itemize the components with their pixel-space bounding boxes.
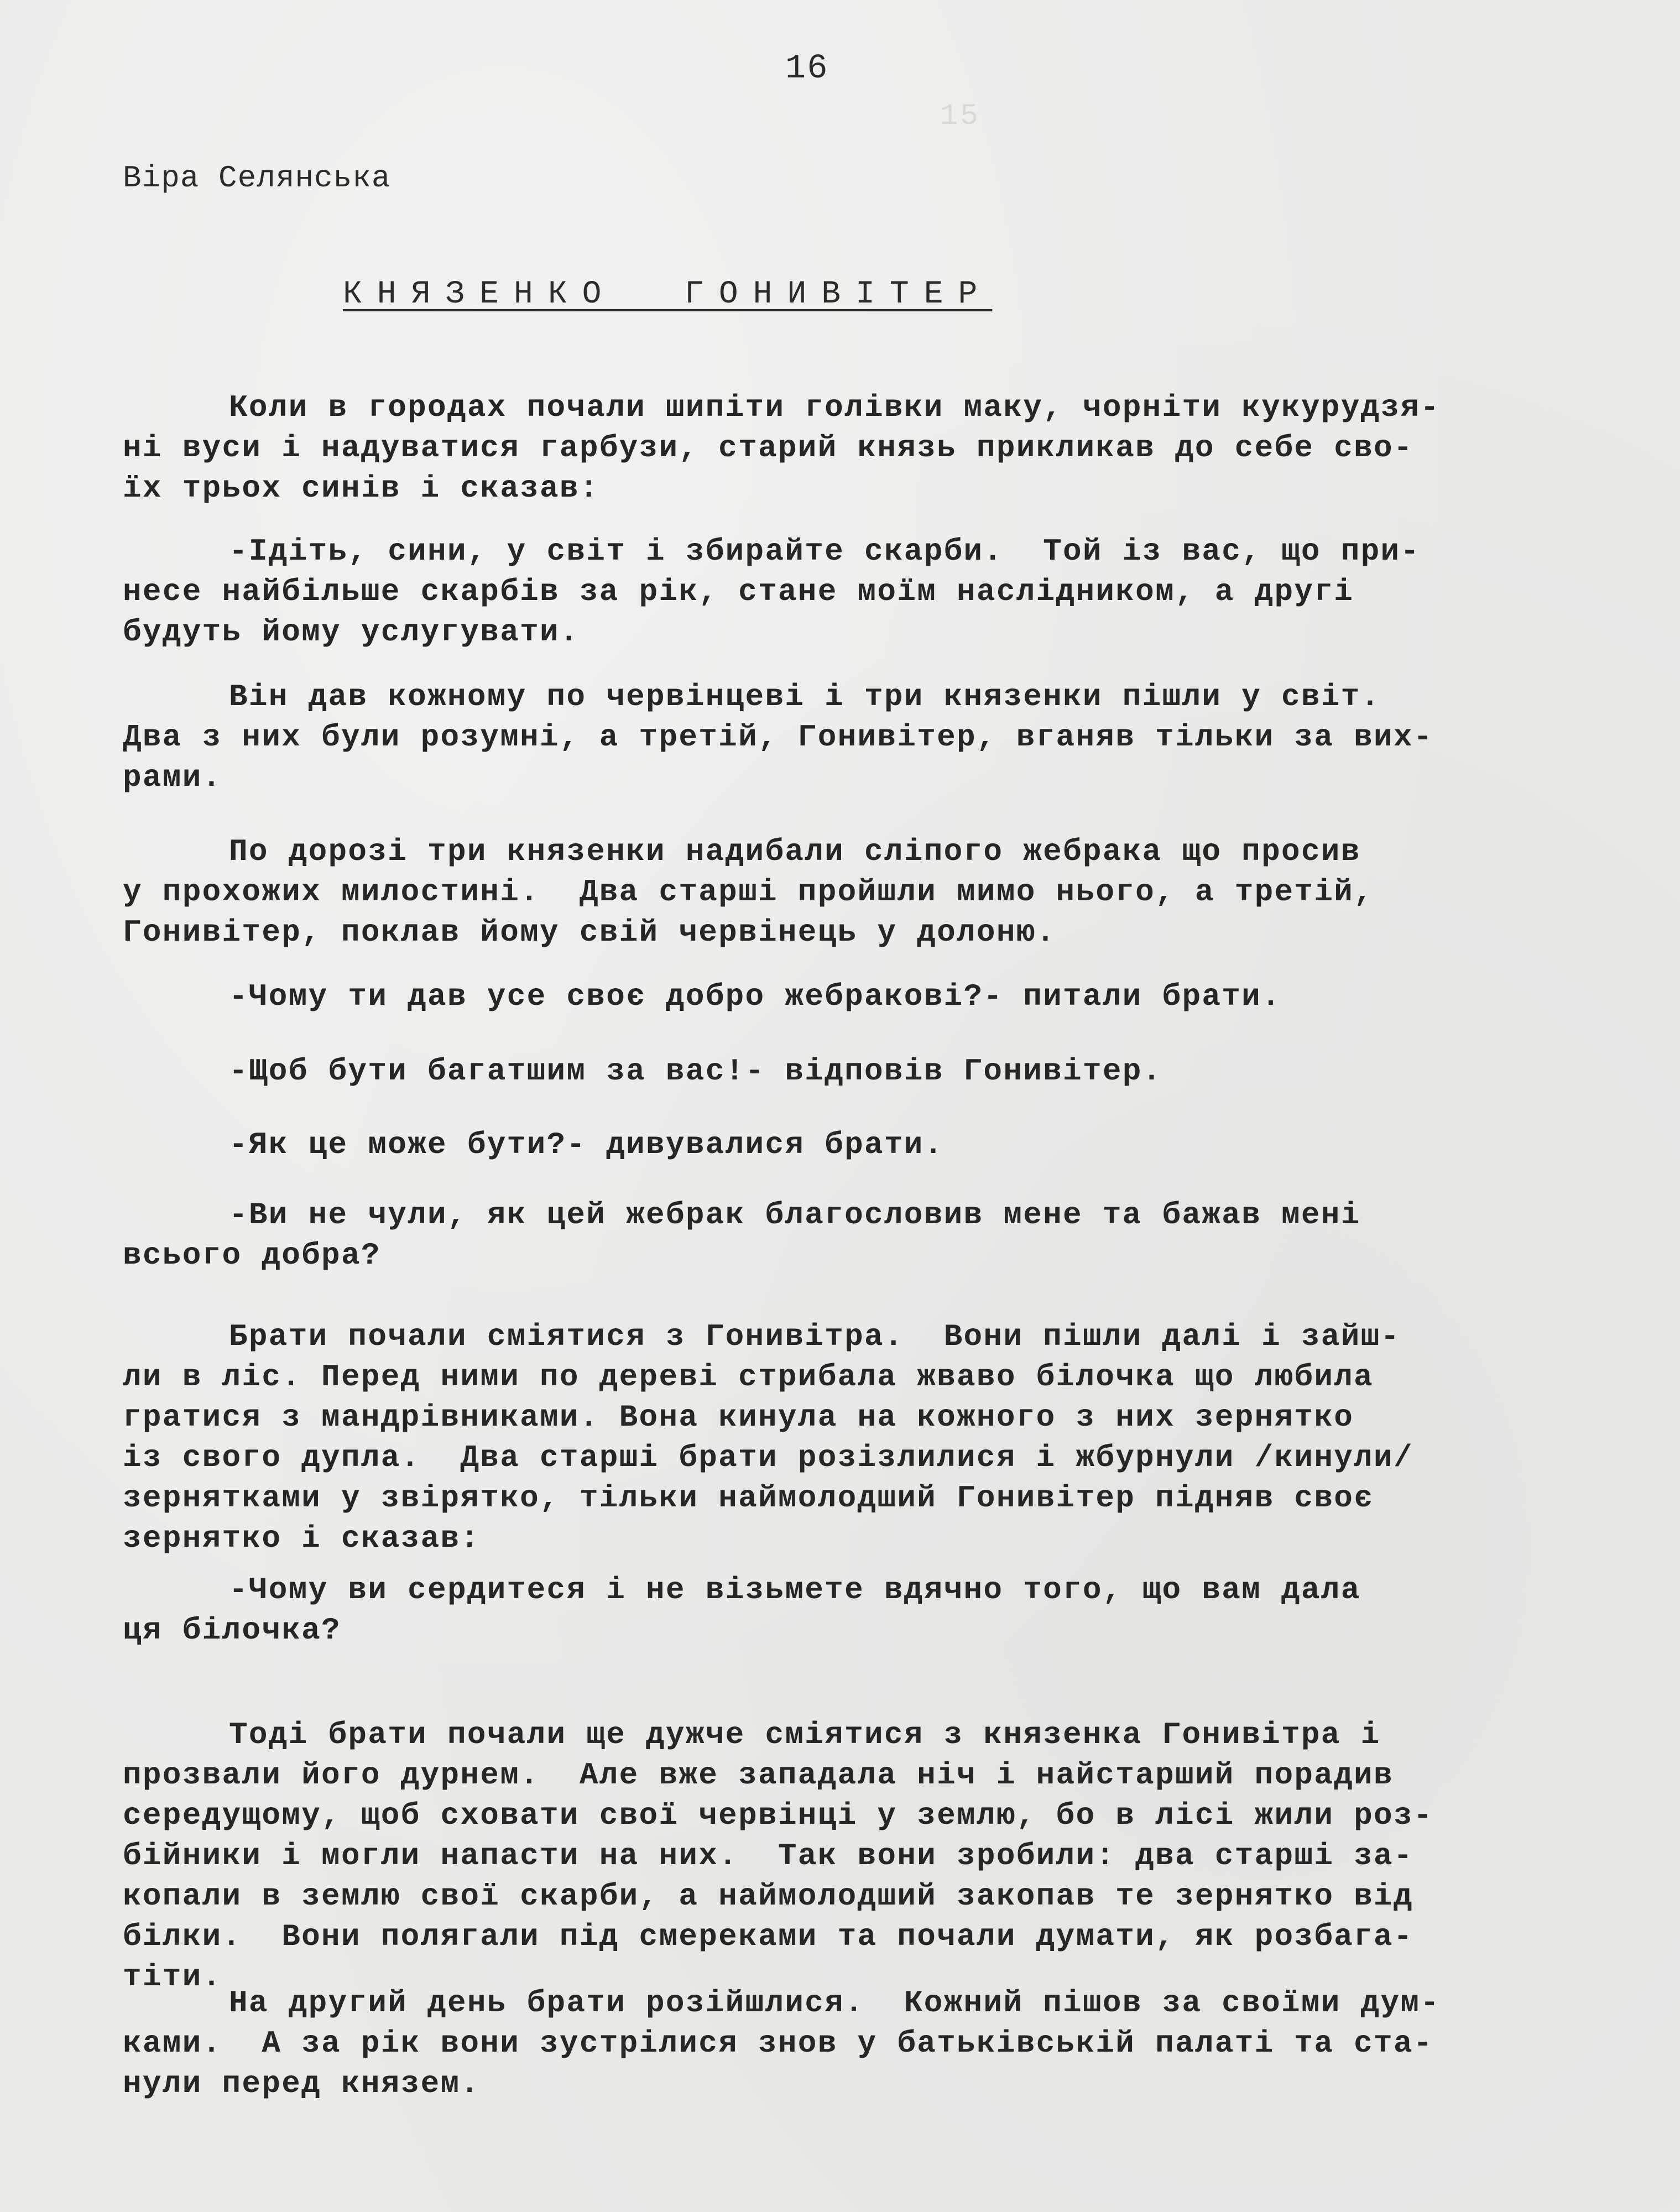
- text-line: бійники і могли напасти на них. Так вони зробили: два старші за-: [123, 1838, 1413, 1874]
- story-title: КНЯЗЕНКО ГОНИВІТЕР: [343, 276, 993, 312]
- text-line: -Як це може бути?- дивувалися брати.: [229, 1127, 944, 1162]
- text-line: ні вуси і надуватися гарбузи, старий князь прикликав до себе сво-: [123, 430, 1413, 466]
- text-line: -Ви не чули, як цей жебрак благословив мене та бажав мені: [229, 1197, 1361, 1233]
- text-line: всього добра?: [123, 1238, 381, 1273]
- text-line: із свого дупла. Два старші брати розізлилися і жбурнули /кинули/: [123, 1440, 1413, 1475]
- text-line: -Чому ви сердитеся і не візьмете вдячно того, що вам дала: [229, 1572, 1361, 1608]
- text-line: гратися з мандрівниками. Вона кинула на кожного з них зернятко: [123, 1400, 1354, 1435]
- text-line: Тоді брати почали ще дужче сміятися з князенка Гонивітра і: [229, 1717, 1381, 1752]
- page-number: 16: [785, 49, 829, 88]
- text-line: рами.: [123, 760, 222, 795]
- text-line: На другий день брати розійшлися. Кожний пішов за своїми дум-: [229, 1985, 1441, 2021]
- text-line: Два з них були розумні, а третій, Гонивітер, вганяв тільки за вих-: [123, 719, 1433, 755]
- text-line: -Чому ти дав усе своє добро жебракові?- питали брати.: [229, 979, 1281, 1014]
- text-line: білки. Вони полягали під смереками та почали думати, як розбага-: [123, 1919, 1413, 1954]
- author-name: Віра Селянська: [123, 160, 391, 196]
- text-line: у прохожих милостині. Два старші пройшли мимо нього, а третій,: [123, 874, 1374, 910]
- text-line: -Ідіть, сини, у світ і збирайте скарби. Той із вас, що при-: [229, 534, 1421, 569]
- show-through-page-number: 15: [940, 100, 980, 133]
- text-line: Він дав кожному по червінцеві і три князенки пішли у світ.: [229, 679, 1381, 714]
- text-line: -Щоб бути багатшим за вас!- відповів Гонивітер.: [229, 1053, 1162, 1089]
- text-line: копали в землю свої скарби, а наймолодший закопав те зернятко від: [123, 1879, 1413, 1914]
- text-line: ця білочка?: [123, 1613, 341, 1648]
- text-line: нули перед князем.: [123, 2066, 481, 2101]
- text-line: прозвали його дурнем. Але вже западала ніч і найстарший порадив: [123, 1757, 1394, 1793]
- text-line: зернятко і сказав:: [123, 1521, 481, 1556]
- text-line: Гонивітер, поклав йому свій червінець у долоню.: [123, 915, 1056, 950]
- text-line: їх трьох синів і сказав:: [123, 471, 599, 506]
- text-line: По дорозі три князенки надибали сліпого жебрака що просив: [229, 834, 1361, 869]
- text-line: середущому, щоб сховати свої червінці у землю, бо в лісі жили роз-: [123, 1798, 1433, 1833]
- text-line: зернятками у звірятко, тільки наймолодший Гонивітер підняв своє: [123, 1480, 1374, 1516]
- text-line: Коли в городах почали шипіти голівки маку, чорніти кукурудзя-: [229, 390, 1441, 425]
- text-line: ками. А за рік вони зустрілися знов у батьківській палаті та ста-: [123, 2026, 1433, 2061]
- text-line: будуть йому услугувати.: [123, 614, 580, 650]
- text-line: тіти.: [123, 1959, 222, 1995]
- text-line: Брати почали сміятися з Гонивітра. Вони пішли далі і зайш-: [229, 1319, 1401, 1354]
- text-line: несе найбільше скарбів за рік, стане моїм наслідником, а другі: [123, 574, 1354, 609]
- text-line: ли в ліс. Перед ними по дереві стрибала жваво білочка що любила: [123, 1359, 1374, 1395]
